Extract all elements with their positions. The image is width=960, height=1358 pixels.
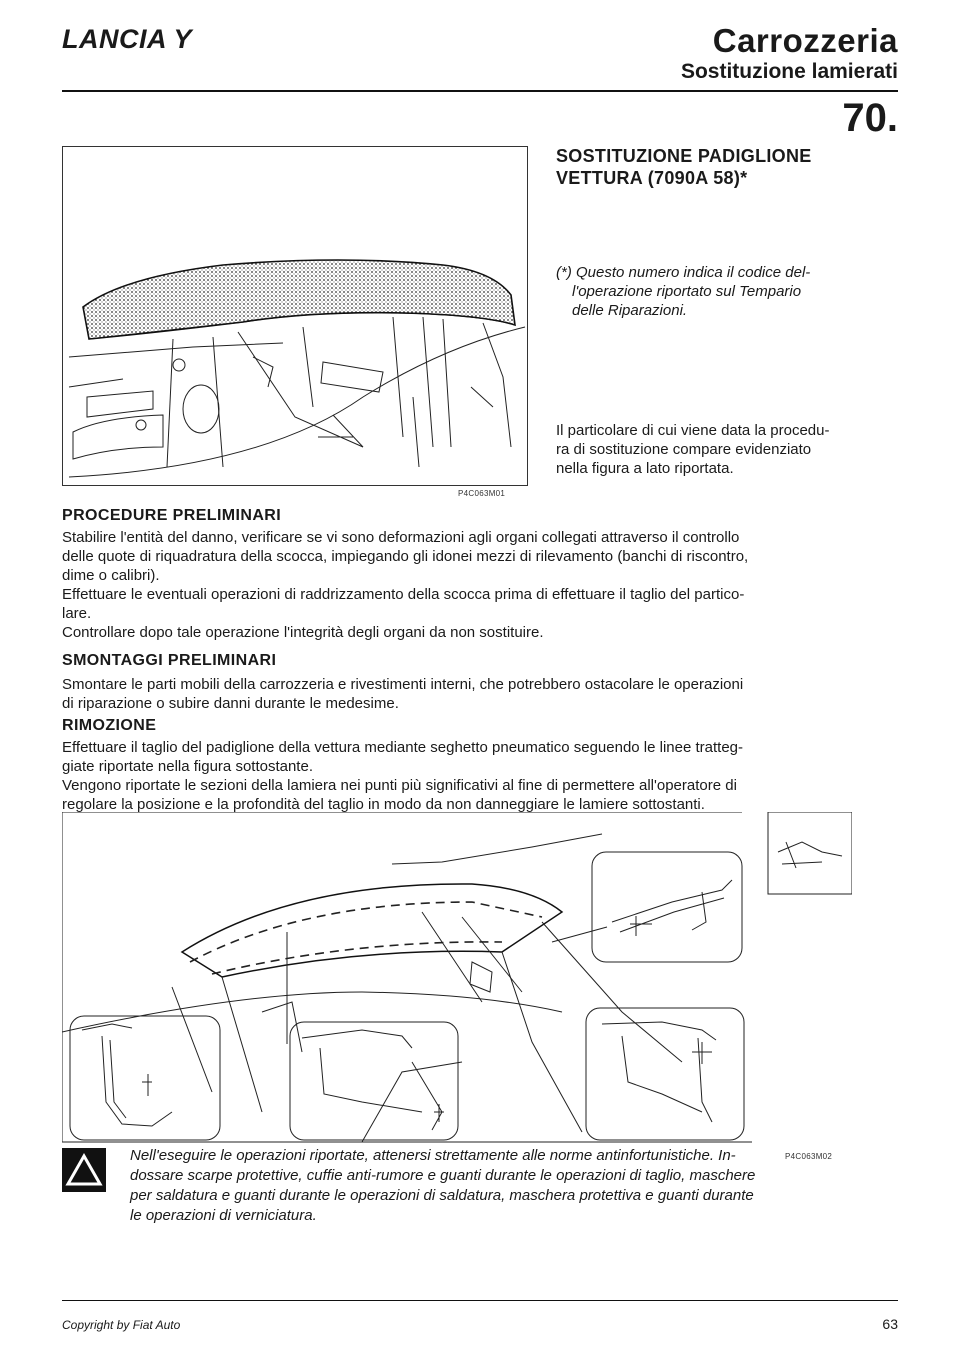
section-procedure-preliminari	[62, 507, 898, 642]
section-heading: SMONTAGGI PRELIMINARI	[62, 652, 277, 669]
manual-brand: LANCIA Y	[62, 24, 193, 54]
paragraph-line: dime o calibri).	[62, 567, 160, 584]
footer-rule	[62, 1300, 898, 1301]
paragraph-line: delle quote di riquadratura della scocca, impiegando gli idonei mezzi di rilevamento (banchi di riscontro,	[62, 548, 749, 565]
warning-icon	[62, 1148, 106, 1192]
figure-code-1: P4C063M01	[458, 489, 506, 498]
warning-line: per saldatura e guanti durante le operazioni di saldatura, maschera protettiva e guanti durante	[130, 1187, 754, 1204]
note-line: delle Riparazioni.	[572, 302, 688, 319]
warning-triangle-icon	[62, 1148, 106, 1192]
warning-line: le operazioni di verniciatura.	[130, 1207, 317, 1224]
paragraph-line: lare.	[62, 605, 92, 622]
paragraph-line: Effettuare le eventuali operazioni di raddrizzamento della scocca prima di effettuare il taglio del partico-	[62, 586, 745, 603]
roof-panel-illustration	[63, 147, 527, 485]
description-line: ra di sostituzione compare evidenziato	[556, 441, 812, 458]
operation-page-code: 70.	[842, 96, 898, 140]
header-rule	[62, 90, 898, 92]
section-title: Carrozzeria	[712, 22, 898, 59]
figure-description	[556, 421, 902, 478]
subsection-title: Sostituzione lamierati	[680, 60, 898, 83]
operation-title-line: VETTURA (7090A 58)*	[556, 168, 748, 188]
warning-line: Nell'eseguire le operazioni riportate, attenersi strettamente alle norme antinfortunistiche. In-	[130, 1147, 736, 1164]
paragraph-line: Controllare dopo tale operazione l'integrità degli organi da non sostituire.	[62, 624, 544, 641]
description-line: Il particolare di cui viene data la procedu-	[556, 422, 830, 439]
paragraph-line: giate riportate nella figura sottostante.	[62, 758, 313, 775]
warning-line: dossare scarpe protettive, cuffie anti-rumore e guanti durante le operazioni di taglio, maschere	[130, 1167, 756, 1184]
section-smontaggi-preliminari	[62, 652, 898, 713]
paragraph-line: Vengono riportate le sezioni della lamiera nei punti più significativi al fine di permettere all'operatore di	[62, 777, 737, 794]
copyright-notice: Copyright by Fiat Auto	[62, 1318, 181, 1332]
paragraph-line: Stabilire l'entità del danno, verificare se vi sono deformazioni agli organi collegati attraverso il controllo	[62, 529, 740, 546]
section-heading: PROCEDURE PRELIMINARI	[62, 507, 282, 524]
paragraph-line: Effettuare il taglio del padiglione della vettura mediante seghetto pneumatico seguendo le linee tratteg-	[62, 739, 744, 756]
paragraph-line: regolare la posizione e la profondità del taglio in modo da non danneggiare le lamiere sottostanti.	[62, 796, 705, 813]
operation-title-line: SOSTITUZIONE PADIGLIONE	[556, 146, 812, 166]
cut-lines-illustration	[62, 812, 852, 1148]
note-line: (*) Questo numero indica il codice del-	[556, 264, 811, 281]
section-heading: RIMOZIONE	[62, 717, 157, 734]
paragraph-line: di riparazione o subire danni durante le medesime.	[62, 695, 399, 712]
section-rimozione	[62, 717, 898, 814]
figure-code-2: P4C063M02	[785, 1152, 833, 1161]
safety-warning	[130, 1146, 900, 1226]
note-line: l'operazione riportato sul Tempario	[572, 283, 802, 300]
roof-panel-figure	[62, 146, 528, 486]
cut-lines-figure	[62, 812, 852, 1148]
paragraph-line: Smontare le parti mobili della carrozzeria e rivestimenti interni, che potrebbero ostacolare le operazioni	[62, 676, 744, 693]
page-number: 63	[882, 1316, 898, 1332]
description-line: nella figura a lato riportata.	[556, 460, 734, 477]
operation-code-note	[556, 263, 902, 320]
operation-title	[556, 145, 856, 189]
